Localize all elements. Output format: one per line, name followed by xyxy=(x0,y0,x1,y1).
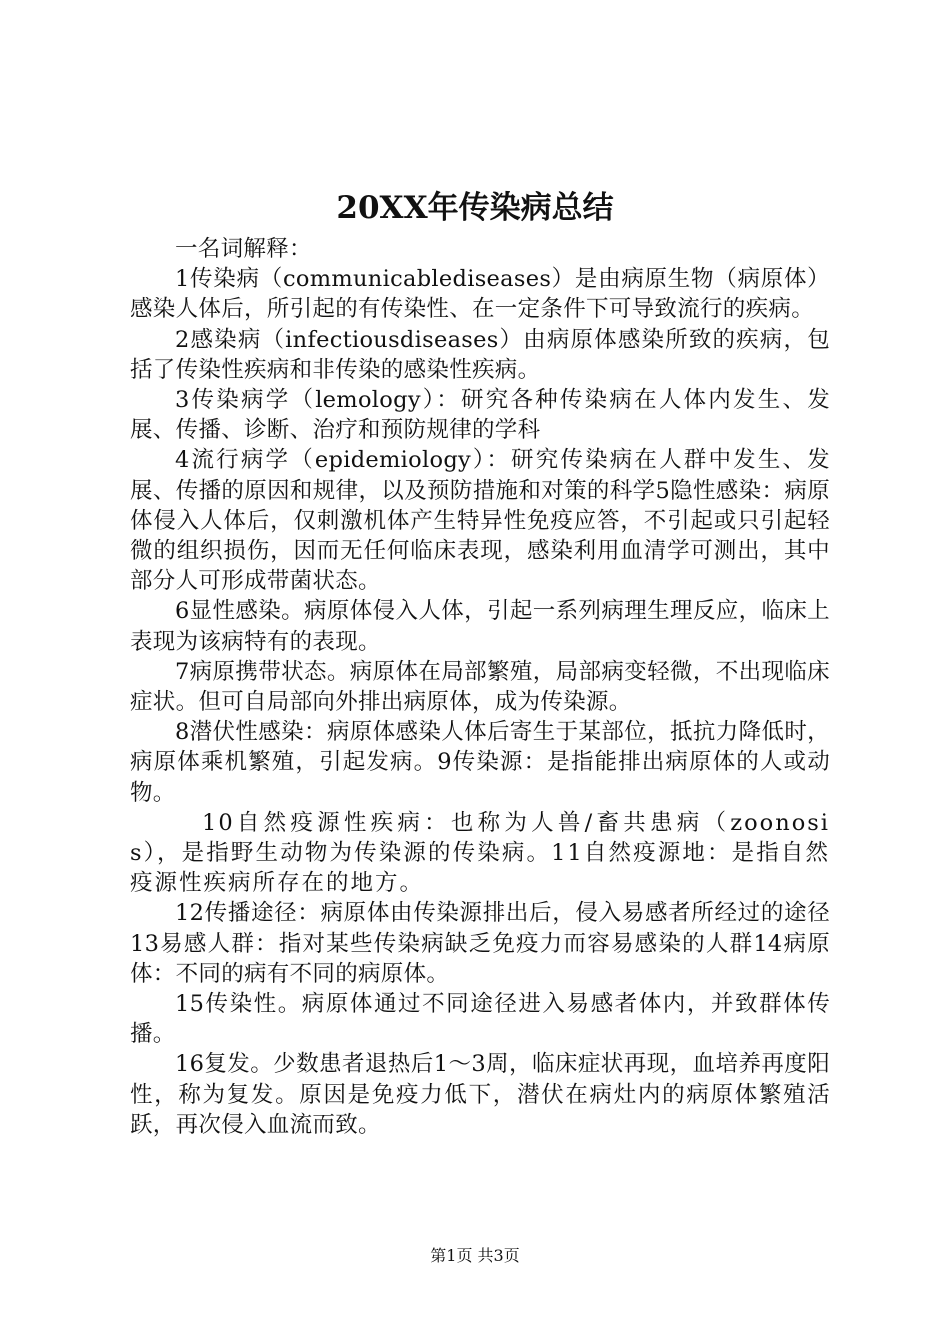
paragraph-7: 7病原携带状态。病原体在局部繁殖，局部病变轻微，不出现临床症状。但可自局部向外排出病原体，成为传染源。 xyxy=(130,658,830,716)
paragraph-10: 10自然疫源性疾病：也称为人兽/畜共患病（zoonosis），是指野生动物为传染源的传染病。11自然疫源地：是指自然疫源性疾病所存在的地方。 xyxy=(130,809,830,897)
paragraph-15: 15传染性。病原体通过不同途径进入易感者体内，并致群体传播。 xyxy=(130,991,830,1048)
document-body xyxy=(130,234,830,1140)
paragraph-6: 6显性感染。病原体侵入人体，引起一系列病理生理反应，临床上表现为该病特有的表现。 xyxy=(130,598,830,655)
paragraph-16: 16复发。少数患者退热后1～3周，临床症状再现，血培养再度阳性，称为复发。原因是免疫力低下，潜伏在病灶内的病原体繁殖活跃，再次侵入血流而致。 xyxy=(130,1051,830,1138)
paragraph-12: 12传播途径：病原体由传染源排出后，侵入易感者所经过的途径13易感人群：指对某些传染病缺乏免疫力而容易感染的人群14病原体：不同的病有不同的病原体。 xyxy=(130,900,830,987)
paragraph-4: 4流行病学（epidemiology）：研究传染病在人群中发生、发展、传播的原因和规律，以及预防措施和对策的科学5隐性感染：病原体侵入人体后，仅刺激机体产生特异性免疫应答，不引起或只引起轻微的组织损伤，因而无任何临床表现，感染利用血清学可测出，其中部分人可形成带菌状态。 xyxy=(130,447,830,595)
paragraph-2: 2感染病（infectiousdiseases）由病原体感染所致的疾病，包括了传染性疾病和非传染的感染性疾病。 xyxy=(130,326,830,383)
paragraph-8: 8潜伏性感染：病原体感染人体后寄生于某部位，抵抗力降低时，病原体乘机繁殖，引起发病。9传染源：是指能排出病原体的人或动物。 xyxy=(130,719,830,806)
page-footer: 第1页 共3页 xyxy=(430,1246,520,1265)
document-title: 20XX年传染病总结 xyxy=(336,190,614,226)
paragraph-heading: 一名词解释： xyxy=(175,236,312,262)
paragraph-3: 3传染病学（lemology）：研究各种传染病在人体内发生、发展、传播、诊断、治疗和预防规律的学科 xyxy=(130,387,830,444)
paragraph-1: 1传染病（communicablediseases）是由病原生物（病原体）感染人体后，所引起的有传染性、在一定条件下可导致流行的疾病。 xyxy=(130,266,830,323)
